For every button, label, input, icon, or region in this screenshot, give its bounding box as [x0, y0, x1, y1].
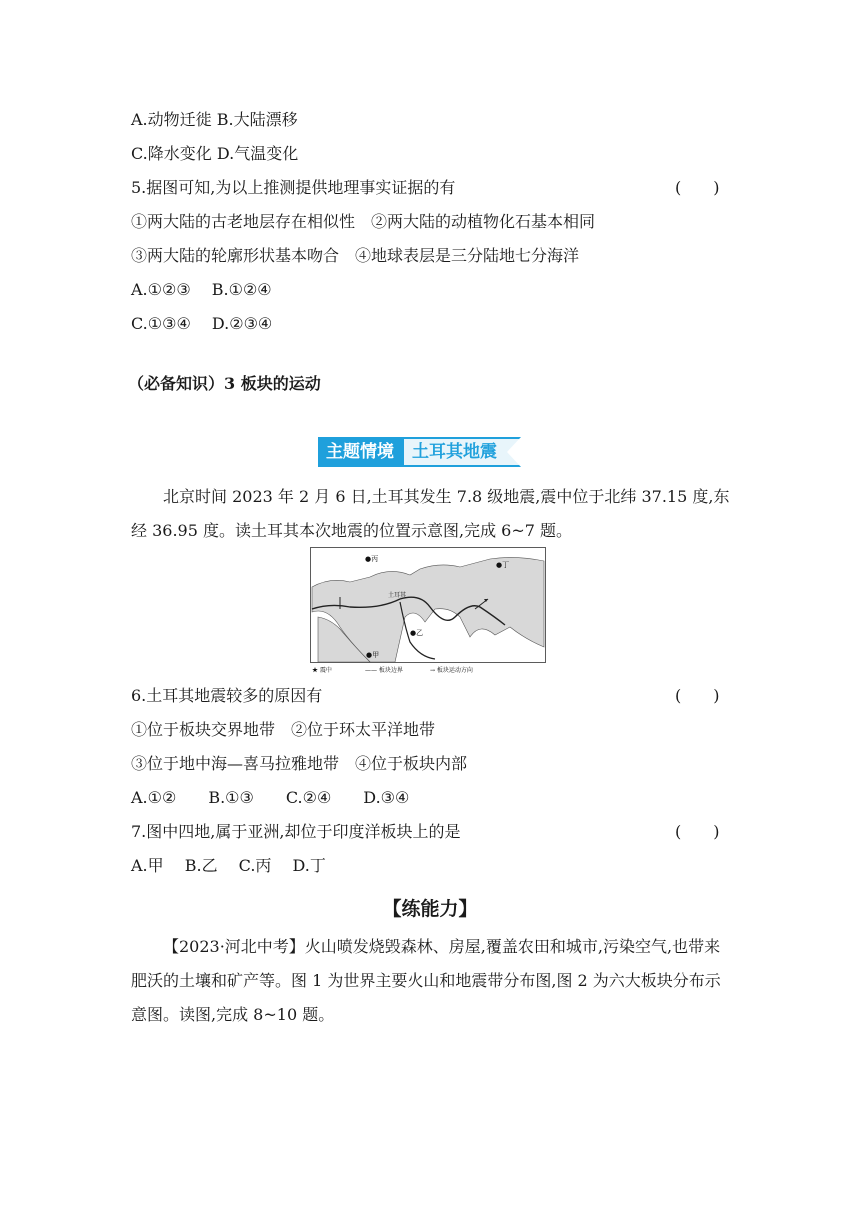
- q5-statement-line-2: ③两大陆的轮廓形状基本吻合 ④地球表层是三分陆地七分海洋: [131, 246, 580, 265]
- q5-options-line-2: C.①③④ D.②③④: [131, 314, 273, 333]
- legend-epicenter: ★ 震中: [312, 667, 332, 674]
- practice-section-title: 【练能力】: [382, 898, 478, 920]
- legend-boundary: —— 板块边界: [365, 667, 403, 674]
- q6-stem: 6.土耳其地震较多的原因有: [131, 686, 323, 705]
- practice-intro-paragraph: 【2023·河北中考】火山喷发烧毁森林、房屋,覆盖农田和城市,污染空气,也带来肥沃的土壤和矿产等。图 1 为世界主要火山和地震带分布图,图 2 为六大板块分布示意图。读图,完成 8~10 题。: [131, 937, 721, 1024]
- label-jia: ●甲: [366, 651, 380, 659]
- label-turkey: 土耳其: [388, 592, 407, 599]
- q5-statement-line-1: ①两大陆的古老地层存在相似性 ②两大陆的动植物化石基本相同: [131, 212, 596, 231]
- q7-answer-paren: ( ): [675, 822, 720, 841]
- q7-options: A.甲 B.乙 C.丙 D.丁: [131, 856, 326, 875]
- topic-banner: [318, 437, 521, 467]
- banner-topic: 土耳其地震: [402, 437, 521, 467]
- banner-label: 主题情境: [318, 437, 402, 467]
- q5-stem: 5.据图可知,为以上推测提供地理事实证据的有: [131, 178, 456, 197]
- earthquake-location-map: [310, 547, 546, 675]
- intro-paragraph: 北京时间 2023 年 2 月 6 日,土耳其发生 7.8 级地震,震中位于北纬 37.15 度,东经 36.95 度。读土耳其本次地震的位置示意图,完成 6~7 题。: [131, 487, 730, 540]
- label-bing: ●丙: [365, 555, 379, 563]
- q5-answer-paren: ( ): [675, 178, 720, 197]
- q6-options: A.①② B.①③ C.②④ D.③④: [131, 788, 410, 807]
- legend-motion: → 板块运动方向: [430, 667, 473, 674]
- q7-stem: 7.图中四地,属于亚洲,却位于印度洋板块上的是: [131, 822, 461, 841]
- q5-options-line-1: A.①②③ B.①②④: [131, 280, 272, 299]
- q6-statement-line-2: ③位于地中海—喜马拉雅地带 ④位于板块内部: [131, 754, 468, 773]
- q4-option-line-2: C.降水变化 D.气温变化: [131, 144, 299, 163]
- q6-statement-line-1: ①位于板块交界地带 ②位于环太平洋地带: [131, 720, 436, 739]
- label-yi: ●乙: [410, 629, 424, 637]
- label-ding: ●丁: [496, 561, 510, 569]
- q6-answer-paren: ( ): [675, 686, 720, 705]
- q4-option-line-1: A.动物迁徙 B.大陆漂移: [131, 110, 298, 129]
- section-header: （必备知识）3 板块的运动: [128, 374, 321, 393]
